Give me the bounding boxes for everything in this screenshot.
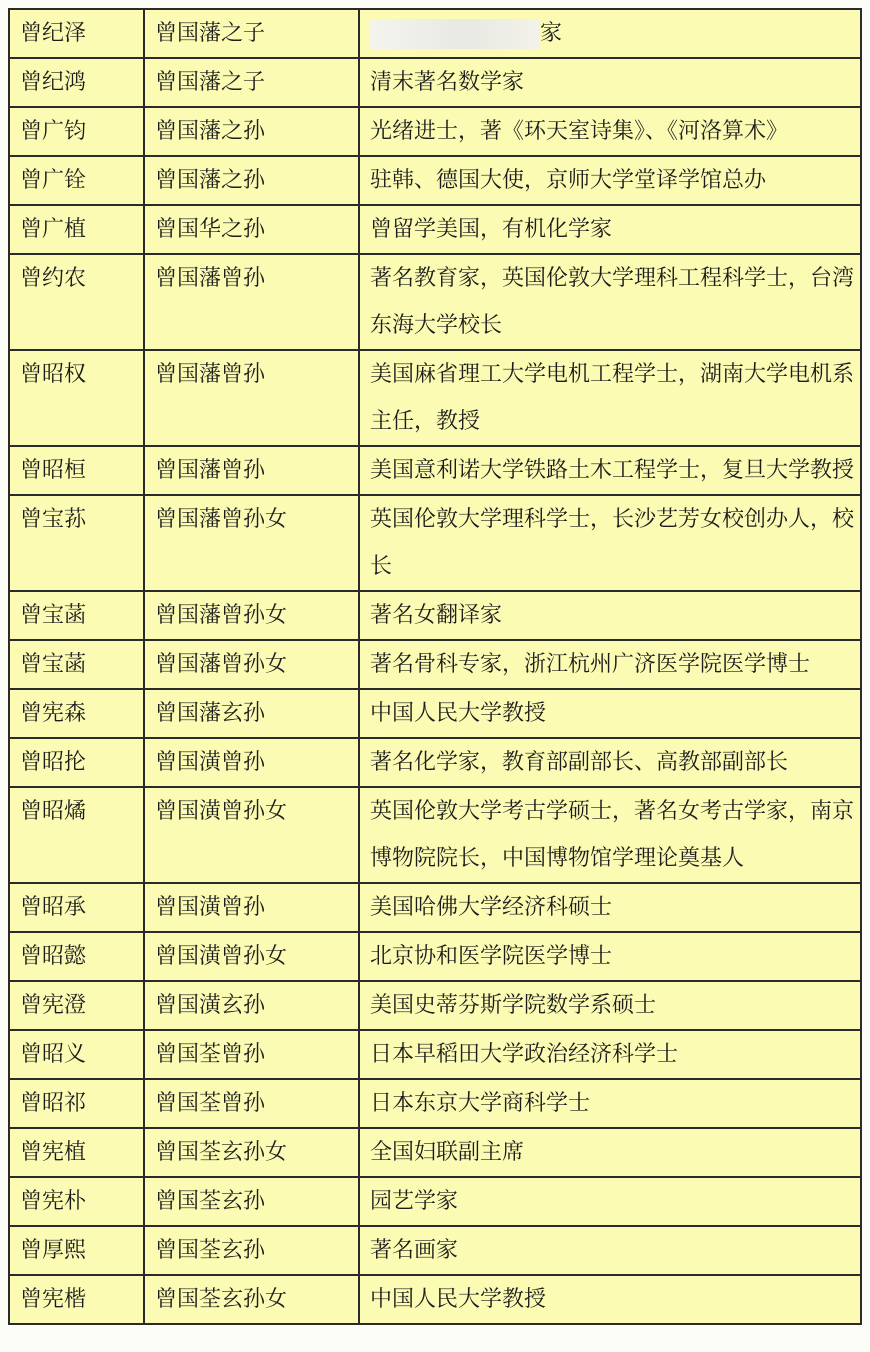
relation-cell: 曾国藩之孙: [144, 107, 359, 156]
relation-cell: 曾国潢曾孙: [144, 883, 359, 932]
note-cell: 光绪进士，著《环天室诗集》、《河洛算术》: [359, 107, 861, 156]
table-row: [9, 1275, 861, 1324]
name-cell: 曾宪楷: [9, 1275, 144, 1324]
name-cell: 曾纪鸿: [9, 58, 144, 107]
note-cell: 著名女翻译家: [359, 591, 861, 640]
relation-cell: 曾国荃玄孙: [144, 1226, 359, 1275]
note-cell: [359, 9, 861, 58]
table-row: [9, 9, 861, 58]
relation-cell: 曾国潢曾孙女: [144, 787, 359, 883]
table-row: [9, 107, 861, 156]
note-cell: 英国伦敦大学理科学士，长沙艺芳女校创办人，校长: [359, 495, 861, 591]
name-cell: 曾昭权: [9, 350, 144, 446]
table-row: [9, 932, 861, 981]
table-row: [9, 981, 861, 1030]
note-cell: 曾留学美国，有机化学家: [359, 205, 861, 254]
relation-cell: 曾国潢曾孙女: [144, 932, 359, 981]
name-cell: 曾宝菡: [9, 640, 144, 689]
relation-cell: 曾国荃玄孙女: [144, 1275, 359, 1324]
table-body: [9, 9, 861, 1324]
note-cell: 美国史蒂芬斯学院数学系硕士: [359, 981, 861, 1030]
name-cell: 曾宪森: [9, 689, 144, 738]
table-row: [9, 350, 861, 446]
note-cell: 美国哈佛大学经济科硕士: [359, 883, 861, 932]
relation-cell: 曾国荃玄孙女: [144, 1128, 359, 1177]
table-row: [9, 254, 861, 350]
table-row: [9, 446, 861, 495]
note-text: 家: [540, 21, 563, 46]
table-row: [9, 591, 861, 640]
note-cell: 北京协和医学院医学博士: [359, 932, 861, 981]
table-row: [9, 1177, 861, 1226]
relation-cell: 曾国藩之子: [144, 9, 359, 58]
table-row: [9, 495, 861, 591]
note-cell: 美国麻省理工大学电机工程学士，湖南大学电机系主任，教授: [359, 350, 861, 446]
name-cell: 曾纪泽: [9, 9, 144, 58]
note-cell: 全国妇联副主席: [359, 1128, 861, 1177]
table-row: [9, 883, 861, 932]
relation-cell: 曾国潢曾孙: [144, 738, 359, 787]
name-cell: 曾广钧: [9, 107, 144, 156]
name-cell: 曾宪朴: [9, 1177, 144, 1226]
note-cell: 著名骨科专家，浙江杭州广济医学院医学博士: [359, 640, 861, 689]
name-cell: 曾昭承: [9, 883, 144, 932]
table-row: [9, 640, 861, 689]
relation-cell: 曾国藩曾孙女: [144, 591, 359, 640]
note-cell: 清末著名数学家: [359, 58, 861, 107]
name-cell: 曾昭祁: [9, 1079, 144, 1128]
relation-cell: 曾国藩曾孙女: [144, 640, 359, 689]
table-row: [9, 1128, 861, 1177]
relation-cell: 曾国华之孙: [144, 205, 359, 254]
relation-cell: 曾国藩玄孙: [144, 689, 359, 738]
relation-cell: 曾国藩曾孙: [144, 446, 359, 495]
table-row: [9, 1226, 861, 1275]
name-cell: 曾宪植: [9, 1128, 144, 1177]
table-row: [9, 738, 861, 787]
name-cell: 曾厚熙: [9, 1226, 144, 1275]
table-row: [9, 58, 861, 107]
table-row: [9, 787, 861, 883]
descendants-table: [8, 8, 862, 1325]
relation-cell: 曾国藩曾孙: [144, 254, 359, 350]
relation-cell: 曾国荃曾孙: [144, 1030, 359, 1079]
obscured-text-patch: [370, 19, 540, 49]
relation-cell: 曾国藩之孙: [144, 156, 359, 205]
note-cell: 著名教育家，英国伦敦大学理科工程科学士，台湾东海大学校长: [359, 254, 861, 350]
table-row: [9, 205, 861, 254]
name-cell: 曾昭燏: [9, 787, 144, 883]
name-cell: 曾约农: [9, 254, 144, 350]
table-row: [9, 1030, 861, 1079]
relation-cell: 曾国荃曾孙: [144, 1079, 359, 1128]
note-cell: 日本早稻田大学政治经济科学士: [359, 1030, 861, 1079]
table-row: [9, 689, 861, 738]
note-cell: 著名画家: [359, 1226, 861, 1275]
name-cell: 曾昭桓: [9, 446, 144, 495]
relation-cell: 曾国藩之子: [144, 58, 359, 107]
note-cell: 园艺学家: [359, 1177, 861, 1226]
note-cell: 著名化学家，教育部副部长、高教部副部长: [359, 738, 861, 787]
name-cell: 曾昭懿: [9, 932, 144, 981]
name-cell: 曾广铨: [9, 156, 144, 205]
note-cell: 驻韩、德国大使，京师大学堂译学馆总办: [359, 156, 861, 205]
name-cell: 曾昭义: [9, 1030, 144, 1079]
relation-cell: 曾国荃玄孙: [144, 1177, 359, 1226]
relation-cell: 曾国藩曾孙女: [144, 495, 359, 591]
relation-cell: 曾国藩曾孙: [144, 350, 359, 446]
name-cell: 曾广植: [9, 205, 144, 254]
note-cell: 中国人民大学教授: [359, 1275, 861, 1324]
note-cell: 日本东京大学商科学士: [359, 1079, 861, 1128]
name-cell: 曾昭抡: [9, 738, 144, 787]
note-cell: 英国伦敦大学考古学硕士，著名女考古学家，南京博物院院长，中国博物馆学理论奠基人: [359, 787, 861, 883]
name-cell: 曾宝菡: [9, 591, 144, 640]
note-cell: 中国人民大学教授: [359, 689, 861, 738]
table-row: [9, 1079, 861, 1128]
relation-cell: 曾国潢玄孙: [144, 981, 359, 1030]
name-cell: 曾宝荪: [9, 495, 144, 591]
name-cell: 曾宪澄: [9, 981, 144, 1030]
note-cell: 美国意利诺大学铁路土木工程学士，复旦大学教授: [359, 446, 861, 495]
table-row: [9, 156, 861, 205]
